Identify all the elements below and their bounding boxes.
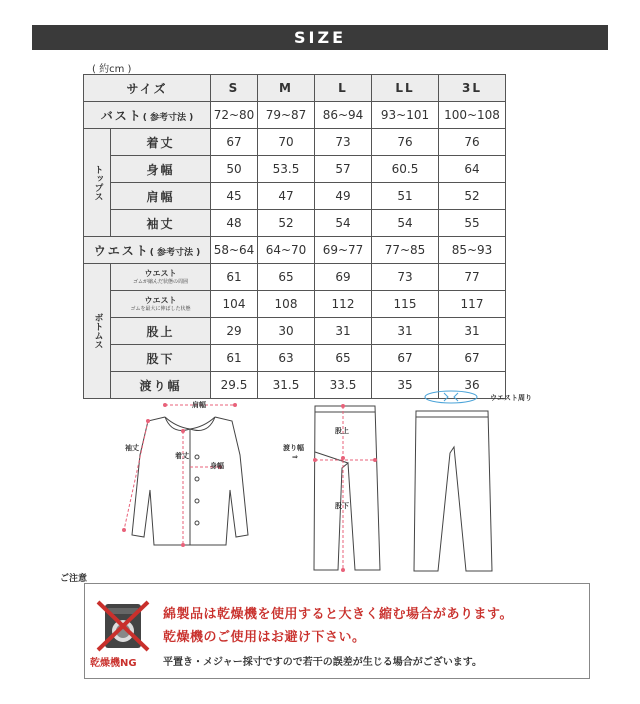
- table-row-waist: [84, 237, 506, 264]
- row-label: 身幅: [111, 156, 211, 183]
- size-header: M: [258, 75, 315, 102]
- width-label: 身幅: [210, 462, 224, 470]
- table-cell: 77: [439, 264, 506, 291]
- table-cell: 77~85: [372, 237, 439, 264]
- table-cell: 61: [211, 345, 258, 372]
- size-banner: SIZE: [32, 25, 608, 50]
- table-cell: 48: [211, 210, 258, 237]
- table-cell: 70: [258, 129, 315, 156]
- table-cell: 29: [211, 318, 258, 345]
- table-cell: 58~64: [211, 237, 258, 264]
- size-header-label: サイズ: [84, 75, 211, 102]
- rise-label: 股上: [335, 427, 349, 435]
- row-label: 渡り幅: [111, 372, 211, 399]
- caution-text-1: 綿製品は乾燥機を使用すると大きく縮む場合があります。: [163, 607, 513, 622]
- table-cell: 73: [315, 129, 372, 156]
- table-row: [84, 156, 506, 183]
- table-cell: 67: [211, 129, 258, 156]
- table-cell: 53.5: [258, 156, 315, 183]
- caution-text-3: 平置き・メジャー採寸ですので若干の誤差が生じる場合がございます。: [163, 657, 482, 668]
- pants-diagram: [300, 398, 390, 576]
- table-cell: 45: [211, 183, 258, 210]
- size-table: [83, 74, 506, 399]
- size-header: L: [315, 75, 372, 102]
- table-cell: 57: [315, 156, 372, 183]
- dryer-ng-label: 乾燥機NG: [90, 658, 137, 669]
- table-cell: 29.5: [211, 372, 258, 399]
- table-cell: 52: [258, 210, 315, 237]
- table-cell: 67: [439, 345, 506, 372]
- table-cell: 60.5: [372, 156, 439, 183]
- table-cell: 67: [372, 345, 439, 372]
- thigh-label: 渡り幅: [283, 444, 304, 452]
- row-label: 股下: [111, 345, 211, 372]
- thigh-arrow: ⇒: [292, 453, 298, 461]
- table-cell: 55: [439, 210, 506, 237]
- table-cell: 76: [439, 129, 506, 156]
- table-cell: 50: [211, 156, 258, 183]
- bust-note: ( 参考寸法 ): [142, 112, 194, 123]
- table-cell: 63: [258, 345, 315, 372]
- table-cell: 65: [315, 345, 372, 372]
- table-cell: 69~77: [315, 237, 372, 264]
- table-cell: 86~94: [315, 102, 372, 129]
- table-row: [84, 210, 506, 237]
- waist-diagram: [408, 383, 498, 576]
- table-cell: 31: [439, 318, 506, 345]
- table-header-row: [84, 75, 506, 102]
- table-cell: 49: [315, 183, 372, 210]
- table-row-bust: [84, 102, 506, 129]
- caution-title: ご注意: [60, 574, 88, 584]
- table-row: [84, 264, 506, 291]
- row-label: 股上: [111, 318, 211, 345]
- table-cell: 79~87: [258, 102, 315, 129]
- table-cell: 108: [258, 291, 315, 318]
- waist-label-text: ウエスト: [93, 243, 150, 258]
- table-cell: 69: [315, 264, 372, 291]
- shirt-diagram: [110, 395, 270, 560]
- table-cell: 54: [372, 210, 439, 237]
- table-cell: 52: [439, 183, 506, 210]
- table-cell: 35: [372, 372, 439, 399]
- table-row: [84, 183, 506, 210]
- table-cell: 65: [258, 264, 315, 291]
- size-header: S: [211, 75, 258, 102]
- table-cell: 61: [211, 264, 258, 291]
- table-cell: 30: [258, 318, 315, 345]
- table-cell: 54: [315, 210, 372, 237]
- table-row: [84, 129, 506, 156]
- bust-label: [84, 102, 211, 129]
- table-cell: 64: [439, 156, 506, 183]
- table-cell: 64~70: [258, 237, 315, 264]
- size-header: LL: [372, 75, 439, 102]
- table-cell: 31: [372, 318, 439, 345]
- bust-label-text: バスト: [100, 108, 143, 123]
- row-label: [111, 291, 211, 318]
- table-cell: 112: [315, 291, 372, 318]
- table-row: [84, 318, 506, 345]
- unit-note: ( 約cm ): [92, 64, 132, 75]
- table-row: [84, 345, 506, 372]
- dryer-ng-icon: [94, 600, 152, 652]
- table-cell: 85~93: [439, 237, 506, 264]
- row-label: 着丈: [111, 129, 211, 156]
- row-label-sub: ゴムを最大に伸ばした状態: [130, 305, 191, 312]
- table-cell: 72~80: [211, 102, 258, 129]
- row-label: [111, 264, 211, 291]
- table-cell: 73: [372, 264, 439, 291]
- table-cell: 33.5: [315, 372, 372, 399]
- waist-label: [84, 237, 211, 264]
- table-cell: 31: [315, 318, 372, 345]
- table-cell: 36: [439, 372, 506, 399]
- row-label: 肩幅: [111, 183, 211, 210]
- table-cell: 115: [372, 291, 439, 318]
- caution-text-2: 乾燥機のご使用はお避け下さい。: [163, 630, 366, 645]
- table-cell: 47: [258, 183, 315, 210]
- bottoms-group-label: ボトムス: [84, 264, 111, 399]
- row-label-main: ウエスト: [144, 295, 177, 305]
- row-label: 袖丈: [111, 210, 211, 237]
- table-cell: 31.5: [258, 372, 315, 399]
- table-cell: 100~108: [439, 102, 506, 129]
- size-header: 3L: [439, 75, 506, 102]
- row-label-main: ウエスト: [144, 268, 177, 278]
- waist-note: ( 参考寸法 ): [149, 247, 201, 258]
- length-label: 着丈: [175, 452, 189, 460]
- table-cell: 76: [372, 129, 439, 156]
- waist-circ-label: ウエスト周り: [490, 394, 532, 402]
- table-row: [84, 291, 506, 318]
- table-cell: 104: [211, 291, 258, 318]
- shoulder-label: 肩幅: [192, 401, 206, 409]
- table-cell: 117: [439, 291, 506, 318]
- row-label-sub: ゴムが縮んだ状態の周囲: [132, 278, 188, 285]
- tops-group-label: トップス: [84, 129, 111, 237]
- table-cell: 51: [372, 183, 439, 210]
- sleeve-label: 袖丈: [125, 444, 139, 452]
- inseam-label: 股下: [335, 502, 349, 510]
- table-cell: 93~101: [372, 102, 439, 129]
